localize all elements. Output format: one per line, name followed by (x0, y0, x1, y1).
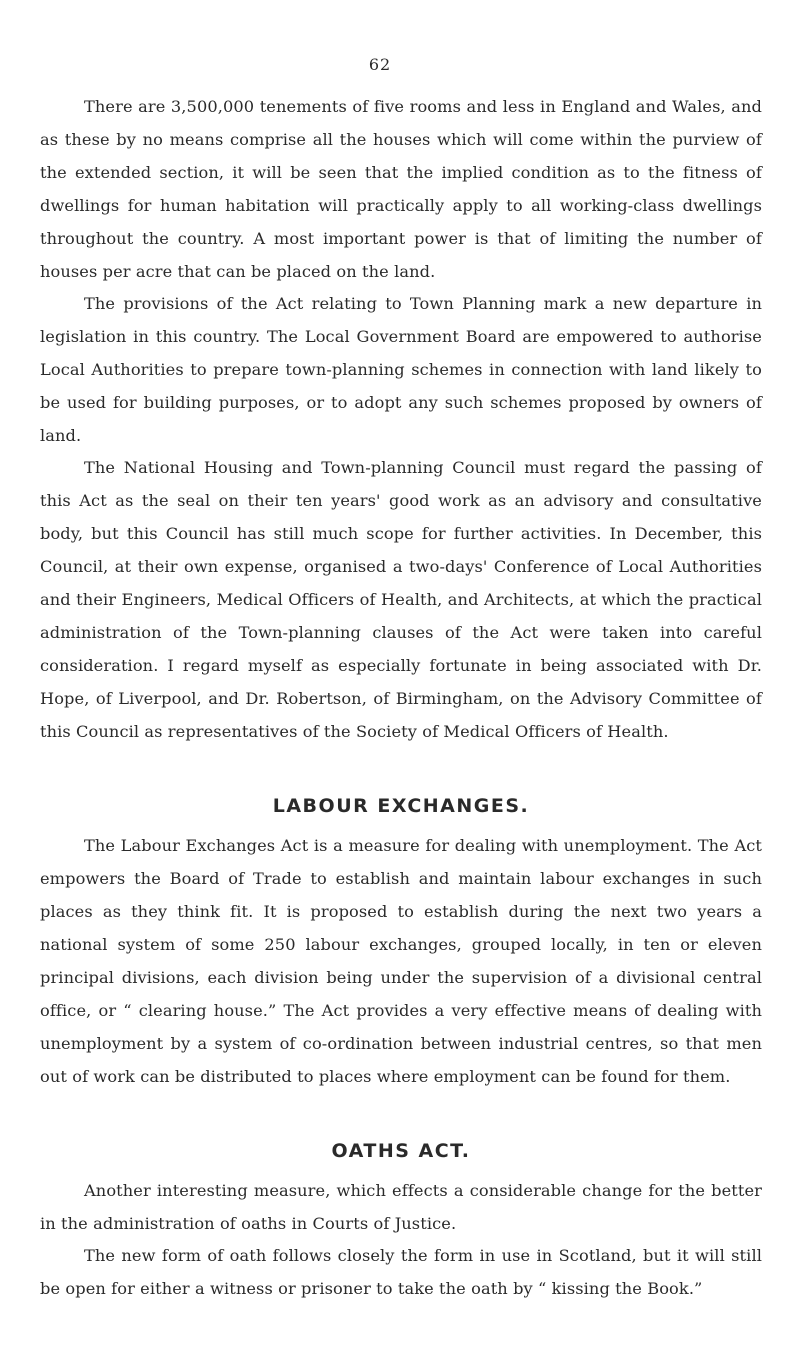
paragraph-labour-exchanges: The Labour Exchanges Act is a measure for dealing with unemployment. The Act empowers the Board of Trade to establish and maintain labour exchanges in such places as they think fit. It is proposed to establish during the next two years a national system of some 250 labour exchanges, grouped locally, in ten or eleven principal divisions, each division being under the supervision of a divisional central office, or “ clearing house.” The Act provides a very effective means of dealing with unemployment by a system of co-ordination between industrial centres, so that men out of work can be distributed to places where employment can be found for them. (40, 836, 762, 1086)
paragraph-town-planning: The provisions of the Act relating to Town Planning mark a new departure in legislation in this country. The Local Government Board are empowered to authorise Local Authorities to prepare town-planning schemes in connection with land likely to be used for building purposes, or to adopt any such schemes proposed by owners of land. (40, 294, 762, 445)
page-number: 62 (368, 55, 392, 74)
paragraph-oaths-form: The new form of oath follows closely the form in use in Scotland, but it will still be open for either a witness or prisoner to take the oath by “ kissing the Book.” (40, 1246, 762, 1298)
paragraph-housing-council: The National Housing and Town-planning Council must regard the passing of this Act as the seal on their ten years' good work as an advisory and consultative body, but this Council has still much scope for further activities. In December, this Council, at their own expense, organised a two-days' Conference of Local Authorities and their Engineers, Medical Officers of Health, and Architects, at which the practical administration of the Town-planning clauses of the Act were taken into careful consideration. I regard myself as especially fortunate in being associated with Dr. Hope, of Liverpool, and Dr. Robertson, of Birmingham, on the Advisory Committee of this Council as representatives of the Society of Medical Officers of Health. (40, 458, 762, 741)
paragraph-oaths-intro: Another interesting measure, which effects a considerable change for the better in the administration of oaths in Courts of Justice. (40, 1181, 762, 1233)
heading-labour-exchanges: LABOUR EXCHANGES. (272, 795, 530, 817)
heading-oaths-act: OATHS ACT. (331, 1140, 471, 1162)
paragraph-tenements: There are 3,500,000 tenements of five rooms and less in England and Wales, and as these by no means comprise all the houses which will come within the purview of the extended section, it will be seen that the implied condition as to the fitness of dwellings for human habitation will practically apply to all working-class dwellings throughout the country. A most important power is that of limiting the number of houses per acre that can be placed on the land. (40, 97, 762, 281)
